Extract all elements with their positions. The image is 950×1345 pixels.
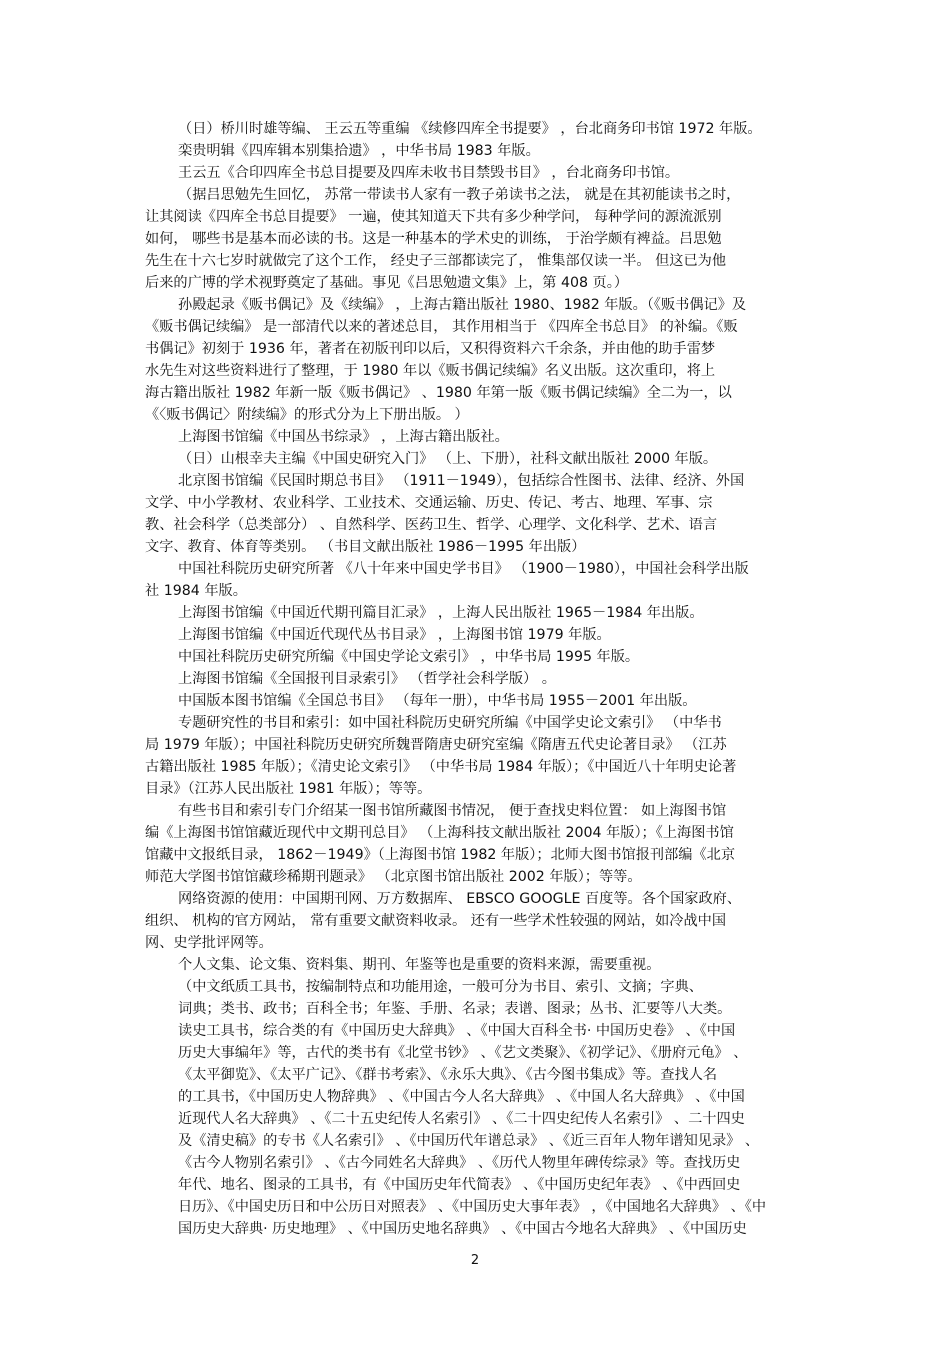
text-line: 中国社科院历史研究所著 《八十年来中国史学书目》 （1900－1980），中国社会科学出版	[178, 561, 749, 577]
text-line: （据吕思勉先生回忆， 苏常一带读书人家有一教子弟读书之法， 就是在其初能读书之时，	[178, 187, 741, 203]
text-line: 先生在十六七岁时就做完了这个工作， 经史子三部都读完了， 惟集部仅读一半。 但这已为他	[145, 253, 727, 269]
text-line: 组织、 机构的官方网站， 常有重要文献资料收录。 还有一些学术性较强的网站，如冷战中国	[145, 913, 727, 929]
text-line: 近现代人名大辞典》 、《二十五史纪传人名索引》 、《二十四史纪传人名索引》 、二十四史	[178, 1111, 745, 1127]
text-line: 师范大学图书馆馆藏珍稀期刊题录》 （北京图书馆出版社 2002 年版）；等等。	[145, 869, 642, 885]
text-line: 社 1984 年版。	[145, 583, 247, 599]
text-line: 《贩书偶记续编》 是一部清代以来的著述总目， 其作用相当于 《四库全书总目》 的补编。《贩	[145, 319, 738, 335]
text-line: 《古今人物别名索引》 、《古今同姓名大辞典》 、《历代人物里年碑传综录》等。查找历史	[178, 1155, 741, 1171]
text-line: 词典；类书、政书；百科全书；年鉴、手册、名录；表谱、图录；丛书、汇要等八大类。	[178, 1001, 732, 1017]
text-line: 年代、地名、图录的工具书，有《中国历史年代简表》 、《中国历史纪年表》 、《中西回史	[178, 1177, 741, 1193]
text-line: 读史工具书，综合类的有《中国历史大辞典》 、《中国大百科全书· 中国历史卷》 、《中国	[178, 1023, 736, 1039]
text-line: （中文纸质工具书，按编制特点和功能用途，一般可分为书目、索引、文摘；字典、	[178, 979, 703, 995]
text-line: 文字、教育、体育等类别。 （书目文献出版社 1986－1995 年出版）	[145, 539, 586, 555]
text-line: 栾贵明辑《四库辑本别集拾遗》 ，中华书局 1983 年版。	[178, 143, 540, 159]
text-line: 有些书目和索引专门介绍某一图书馆所藏图书情况， 便于查找史料位置： 如上海图书馆	[178, 803, 727, 819]
text-line: 水先生对这些资料进行了整理，于 1980 年以《贩书偶记续编》名义出版。这次重印，将上	[145, 363, 716, 379]
text-line: 及《清史稿》的专书《人名索引》 、《中国历代年谱总录》 、《近三百年人物年谱知见录》 、	[178, 1133, 760, 1149]
text-line: 孙殿起录《贩书偶记》及《续编》 ，上海古籍出版社 1980、1982 年版。（《贩书偶记》及	[178, 297, 747, 313]
text-line: （日）山根幸夫主编《中国史研究入门》 （上、下册），社科文献出版社 2000 年版。	[178, 451, 718, 467]
text-line: 局 1979 年版）；中国社科院历史研究所魏晋隋唐史研究室编《隋唐五代史论著目录》 （江苏	[145, 737, 727, 753]
text-line: 中国版本图书馆编《全国总书目》 （每年一册），中华书局 1955－2001 年出版。	[178, 693, 697, 709]
text-line: 中国社科院历史研究所编《中国史学论文索引》 ，中华书局 1995 年版。	[178, 649, 640, 665]
text-line: 的工具书，《中国历史人物辞典》 、《中国古今人名大辞典》 、《中国人名大辞典》 、《中国	[178, 1089, 745, 1105]
text-line: 国历史大辞典· 历史地理》 、《中国历史地名辞典》 、《中国古今地名大辞典》 、《中国历史	[178, 1221, 747, 1237]
text-line: 《〈贩书偶记〉附续编》的形式分为上下册出版。 ）	[145, 407, 469, 423]
text-line: 编《上海图书馆馆藏近现代中文期刊总目》 （上海科技文献出版社 2004 年版）；《上海图书馆	[145, 825, 734, 841]
text-line: 如何， 哪些书是基本而必读的书。这是一种基本的学术史的训练， 于治学颇有裨益。吕思勉	[145, 231, 722, 247]
text-line: 上海图书馆编《全国报刊目录索引》 （哲学社会科学版） 。	[178, 671, 556, 687]
text-line: （日）桥川时雄等编、 王云五等重编 《续修四库全书提要》 ，台北商务印书馆 1972 年版。	[178, 121, 762, 137]
text-line: 古籍出版社 1985 年版）；《清史论文索引》 （中华书局 1984 年版）；《中国近八十年明史论著	[145, 759, 737, 775]
text-line: 馆藏中文报纸目录， 1862－1949》（上海图书馆 1982 年版）；北师大图书馆报刊部编《北京	[145, 847, 736, 863]
text-line: 《太平御览》、《太平广记》、《群书考索》、《永乐大典》、《古今图书集成》等。查找人名	[178, 1067, 718, 1083]
text-line: 网、史学批评网等。	[145, 935, 273, 951]
text-line: 日历》、《中国史历日和中公历日对照表》 、《中国历史大事年表》 ，《中国地名大辞典》 、《中	[178, 1199, 767, 1215]
text-line: 教、社会科学（总类部分） 、自然科学、医药卫生、哲学、心理学、文化科学、艺术、语言	[145, 517, 718, 533]
text-line: 书偶记》初刻于 1936 年，著者在初版刊印以后，又积得资料六千余条，并由他的助手雷梦	[145, 341, 716, 357]
text-line: 文学、中小学教材、农业科学、工业技术、交通运输、历史、传记、考古、地理、军事、宗	[145, 495, 713, 511]
text-line: 北京图书馆编《民国时期总书目》 （1911－1949），包括综合性图书、法律、经济、外国	[178, 473, 745, 489]
text-line: 上海图书馆编《中国近代现代丛书目录》 ，上海图书馆 1979 年版。	[178, 627, 611, 643]
text-line: 后来的广博的学术视野奠定了基础。事见《吕思勉遗文集》上，第 408 页。）	[145, 275, 629, 291]
text-line: 目录》（江苏人民出版社 1981 年版）；等等。	[145, 781, 432, 797]
text-line: 专题研究性的书目和索引：如中国社科院历史研究所编《中国学史论文索引》 （中华书	[178, 715, 722, 731]
page-number: 2	[470, 1253, 480, 1268]
text-line: 上海图书馆编《中国丛书综录》 ，上海古籍出版社。	[178, 429, 509, 445]
text-line: 网络资源的使用：中国期刊网、万方数据库、 EBSCO GOOGLE 百度等。各个国家政府、	[178, 891, 742, 907]
text-line: 海古籍出版社 1982 年新一版《贩书偶记》 、1980 年第一版《贩书偶记续编》全二为一，以	[145, 385, 732, 401]
text-line: 让其阅读《四库全书总目提要》 一遍，使其知道天下共有多少种学问， 每种学问的源流派别	[145, 209, 722, 225]
text-line: 王云五《合印四库全书总目提要及四库未收书目禁毁书目》 ，台北商务印书馆。	[178, 165, 680, 181]
text-line: 历史大事编年》等，古代的类书有《北堂书钞》 、《艺文类聚》、《初学记》、《册府元龟》 、	[178, 1045, 748, 1061]
text-line: 上海图书馆编《中国近代期刊篇目汇录》 ，上海人民出版社 1965－1984 年出版。	[178, 605, 704, 621]
text-line: 个人文集、论文集、资料集、期刊、年鉴等也是重要的资料来源，需要重视。	[178, 957, 661, 973]
